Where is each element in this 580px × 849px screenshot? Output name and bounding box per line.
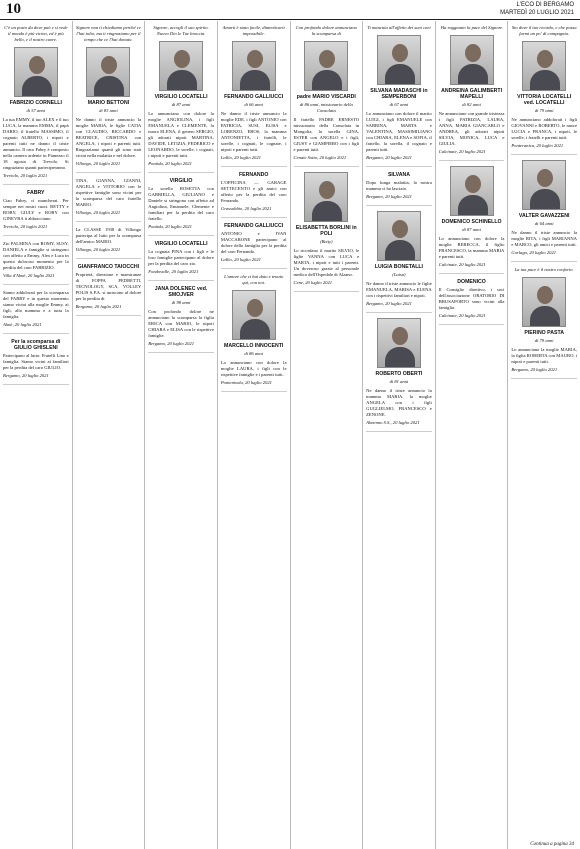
notice-text: Ne danno il triste annuncio la moglie EDE, i figli ANTONIO con PATRICIA, SUSI, ELISA e LORENZO, EROS, la mamma ANTONIETTA, i fratelli, le sorelle, i cognati, le cognate, i nipoti e parenti tutti. <box>220 111 287 152</box>
obituary-notice <box>221 25 287 167</box>
column-3 <box>145 21 218 849</box>
obituary-notice <box>76 25 142 173</box>
continued-note: Continua a pagina 34 <box>530 842 574 847</box>
notice-text: Lo annunciano con dolore il marito LUIGI, i figli EMANUELE con SABRINA, MARTA e VALENTINA, MASSIMILIANO con CHIARA, ELENA e SOFIA, il fratello, la sorella, il cognato e parenti tutti. <box>366 111 432 152</box>
deceased-age: di 81 anni <box>389 379 409 384</box>
portrait-photo <box>304 41 348 91</box>
notice-signature: Fondovalle, 20 luglio 2021 <box>148 269 199 274</box>
obituary-notice <box>221 172 287 218</box>
notice-text: La tua EMMY, il tuo ALEX e il tuo LUCA, la mamma EMMA, il papà DARIO, il fratello MASSIMO, il cognato ALBERTO, i nipoti e parenti tutti ne danno il triste annuncio. Il caro Fabry è composto nella camera ardente in Pianezzo il 18 agosto di Trevolo. Si ringraziano quanti parteciperanno. <box>3 117 69 170</box>
notice-signature: Lallio, 20 luglio 2021 <box>220 155 261 160</box>
notice-text: Lo annunciano con dolore la moglie LAURA, i figli con le rispettive famiglie e i parenti tutti. <box>220 360 287 377</box>
notice-signature: Almenno S.S., 20 luglio 2021 <box>366 420 420 425</box>
notice-signature: Calcinate, 20 luglio 2021 <box>438 149 486 154</box>
notice-quote: Con profondo dolore annunciano la scomparsa di <box>295 25 357 36</box>
obituary-notice <box>76 227 142 259</box>
notice-text: Ne annunciano addolorati i figli GIOVANNI e ROBERTO, le nuore LUCIA e FRANCA, i nipoti, le sorelle, i fratelli e parenti tutti. <box>511 117 577 140</box>
notice-text: Lo annunciano con dolore la moglie REBECCA, il figlio FRANCESCO, la mamma MARIA e parenti tutti. <box>438 236 505 259</box>
obituary-notice <box>366 318 432 432</box>
deceased-name: JANA DOLENEC ved. SMOJVER <box>154 286 208 298</box>
deceased-name: VIRGILIO <box>169 178 193 184</box>
portrait-photo <box>86 47 130 97</box>
notice-text: Il Consiglio direttivo, i soci dell'associazione ORATORIO DI BRUSAPORTO sono vicini alla famiglia. <box>438 287 505 310</box>
obituary-notice <box>148 286 214 353</box>
portrait-photo <box>377 35 421 85</box>
notice-quote: Ti mancata all'affetto dei suoi cari <box>367 25 431 30</box>
obituary-notice <box>3 190 69 236</box>
notice-signature: Ponteranica, 20 luglio 2021 <box>511 143 564 148</box>
obituary-notice <box>294 172 360 292</box>
publication-date: MARTEDÌ 20 LUGLIO 2021 <box>500 10 574 16</box>
notice-text: TINA, GIANNA, GIANNI, ANGELA e VITTORIO con le rispettive famiglie sono vicini per la scomparsa del caro fratello MARIO. <box>75 178 142 207</box>
publication-info <box>500 1 574 17</box>
deceased-name: SILVANA MADASCHI in SEMPERBONI <box>370 88 428 100</box>
notice-text: ANTONIO e IVAN MACCARONE partecipano al dolore della famiglia per la perdita del caro Fernando. <box>220 231 287 254</box>
notice-signature: Almè, 20 luglio 2021 <box>3 322 42 327</box>
notice-text: Dopo lunga malattia, la nostra mamma ci ha lasciato. <box>366 180 432 191</box>
portrait-photo <box>232 290 276 340</box>
deceased-age: (Betty) <box>320 239 333 244</box>
portrait-photo <box>377 211 421 261</box>
notice-signature: Bergamo, 20 luglio 2021 <box>148 341 195 346</box>
notice-signature: Bergamo, 20 luglio 2021 <box>366 194 412 199</box>
notice-signature: Bergamo, 20 luglio 2021 <box>511 367 558 372</box>
deceased-age: di 79 anni <box>534 338 554 343</box>
obituary-notice <box>3 339 69 385</box>
deceased-name: VIRGILIO LOCATELLI <box>154 241 208 247</box>
notice-text: La cognata PINA con i figli e le loro famiglie partecipano al dolore per la perdita del caro zio. <box>148 249 214 266</box>
obituary-notice <box>511 267 577 379</box>
deceased-name: FABRY <box>27 190 45 196</box>
notice-text: Partecipano al lutto: Fratelli Lino e famiglia. Siamo vicini ai familiari per la perdita del caro GIULIO. <box>3 353 69 370</box>
portrait-photo <box>522 277 566 327</box>
obituary-notice <box>294 25 360 167</box>
publication-title: L'ECO DI BERGAMO <box>516 2 574 8</box>
deceased-age: di 83 anni <box>99 108 118 113</box>
notice-signature: Cenate Sotto, 20 luglio 2021 <box>293 155 347 160</box>
portrait-photo <box>304 172 348 222</box>
portrait-photo <box>522 41 566 91</box>
notice-text: Ne danno il triste annuncio la moglie RITA, i figli MARIANNA e MARCO, gli amici e parenti tutti. <box>511 230 577 247</box>
notice-signature: Gorlago, 20 luglio 2021 <box>511 250 557 255</box>
notice-text: Lo annunciano con dolore la moglie ANGIOLINA, i figli EMANUELA e CLEMENTE, la nuora ELENA, il genero SERGIO, gli adorati nipoti MARTINA, DAVIDE, LETIZIA, FEDERICO e LEONARDO, le sorelle, i cognati, i nipoti e parenti tutti. <box>148 111 214 158</box>
deceased-name: ANDREINA GALIMBERTI MAPELLI <box>441 88 503 100</box>
deceased-age: di 66 anni <box>244 102 263 107</box>
deceased-name: MARCELLO INNOCENTI <box>224 343 284 349</box>
obituary-notice <box>366 211 432 313</box>
notice-text: Ne danno il triste annuncio la mamma MARIA, la moglie ANGELA con i figli GUGLIELMO, FRANCESCO e ZENONE. <box>366 388 432 417</box>
obituary-notice <box>148 25 214 173</box>
notice-signature: Villongo, 20 luglio 2021 <box>75 161 121 166</box>
obituary-notice <box>221 223 287 269</box>
notice-quote: Sto dove il tuo ricordo, e che possa farmi un po' di compagnia. <box>511 25 577 36</box>
obituary-notice <box>3 25 69 185</box>
obituary-columns <box>0 21 580 849</box>
obituary-notice <box>439 166 505 274</box>
obituary-notice <box>221 274 287 392</box>
deceased-age: di 82 anni <box>462 102 481 107</box>
notice-text: Ciao Fabry, ci mancherai. Per sempre nei nostri cuori. BETTY e ROBY, GIULY e ROBY con GINEVRA ti abbracciano. <box>3 198 69 221</box>
deceased-name: padre MARIO VISCARDI <box>296 94 356 100</box>
notice-text: La CLASSE 1938 di Villongo partecipa al lutto per la scomparsa dell'amico MARIO. <box>75 227 142 244</box>
notice-signature: Grassobbio, 20 luglio 2021 <box>220 206 272 211</box>
deceased-age: di 98 anni <box>171 300 191 305</box>
deceased-age: (Luisa) <box>392 272 406 277</box>
obituary-notice <box>366 172 432 206</box>
column-5 <box>291 21 364 849</box>
obituary-notice <box>76 178 142 222</box>
notice-text: Ne annunciano con grande tristezza i figli PATRIZIA, LAURA, ANNA, MARIA GIANCARLO e ANDREA, gli adorati nipoti SILVIA, MONICA, LUCA e GIULIA. <box>438 111 505 146</box>
notice-text: Con profondo dolore ne annunciano la scomparsa la figlia ERICA con MARIO, le nipoti CHIARA e ELISA con le rispettive famiglie. <box>148 309 214 338</box>
obituary-notice <box>148 178 214 236</box>
page-number: 10 <box>6 1 21 17</box>
deceased-age: di 64 anni <box>534 221 554 226</box>
deceased-name: VIRGILIO LOCATELLI <box>154 94 208 100</box>
notice-signature: Cene, 20 luglio 2021 <box>293 280 333 285</box>
notice-signature: Villongo, 20 luglio 2021 <box>75 210 121 215</box>
notice-quote: Ha raggiunto la pace del Signore <box>440 25 503 30</box>
obituary-notice <box>511 25 577 155</box>
obituary-notice <box>3 241 69 285</box>
column-1 <box>0 21 73 849</box>
notice-text: Il fratello PADRE ERNESTO missionario della Consolata in Mongolia, la sorella GINA, ESTER con ANGELO e i figli, GIUSY e GIAMPIERO con i figli e parenti tutti. <box>293 117 360 152</box>
obituary-notice <box>366 25 432 167</box>
deceased-age: di 86 anni <box>244 351 263 356</box>
deceased-name: PIERINO PASTA <box>524 330 564 336</box>
deceased-name: SILVANA <box>387 172 410 178</box>
notice-signature: Bergamo, 20 luglio 2021 <box>366 301 412 306</box>
obituary-notice <box>439 25 505 161</box>
column-2 <box>73 21 146 849</box>
deceased-name: LUIGIA BONETALLI <box>374 264 423 270</box>
notice-signature: Treviolo, 20 luglio 2021 <box>3 173 48 178</box>
obituary-notice <box>3 290 69 334</box>
notice-quote: Amarti è stato facile, dimenticarti impossibile. <box>222 25 285 36</box>
deceased-name: ELISABETTA BORLINI in POLI <box>295 225 357 237</box>
notice-signature: Pontida, 20 luglio 2021 <box>148 224 192 229</box>
notice-text: La sorella ROSETTA con GABRIELLA, GIULIANO e Daniele si stringono con affetto ad Angiolina, Emanuele, Clemente e familiari per la perdita del caro fratello. <box>148 186 214 221</box>
notice-signature: Bergamo, 20 luglio 2021 <box>366 155 412 160</box>
deceased-name: DOMENICO <box>457 279 486 285</box>
portrait-photo <box>450 166 494 216</box>
column-7 <box>436 21 509 849</box>
notice-text: Zio PALMINA con ROMY, SUSY, DANIELA e famiglie si stringono con affetto a Emmy, Alex e Luca in questo doloroso momento per la perdita del caro FABRIZIO. <box>3 241 69 270</box>
notice-text: Proprietà, direzione e maestranze di FOPPA PEDRETTI, TECNOLOGY, SCA, VOLLEY POLIS S.P.A. si uniscono al dolore per la perdita di <box>75 272 142 301</box>
deceased-age: di 86 anni, missionario della Consolata <box>299 102 353 113</box>
notice-text: Lo ricordano il marito SILVIO, le figlie VANNA con LUCA e MARTA, i nipoti e tutti i parenti. Un doveroso grazie al personale medico dell'Ospedale di Alzano. <box>293 248 360 277</box>
notice-quote: C'è un posto da dove può e si vede il mondo è più vicino, ed è più bello, e il nostro cuore. <box>4 25 68 42</box>
column-6 <box>363 21 436 849</box>
notice-quote: Signore non ti chiediamo perché ce l'hai tolto, ma ti ringraziamo per il tempo che ce l'hai donato. <box>76 25 141 42</box>
deceased-age: di 57 anni <box>26 108 46 113</box>
notice-signature: Pontida, 20 luglio 2021 <box>148 161 192 166</box>
obituary-notice <box>76 264 142 316</box>
column-8 <box>508 21 580 849</box>
notice-text: L'OFFICINA — GARAGE SETTECENTO e gli amici con affetto per la perdita del caro Fernando. <box>220 180 287 203</box>
deceased-name: VITTORIA LOCATELLI ved. LOCATELLI <box>517 94 572 106</box>
deceased-name: ROBERTO OBERTI <box>375 371 423 377</box>
portrait-photo <box>159 41 203 91</box>
notice-signature: Bergamo, 20 luglio 2021 <box>75 304 122 309</box>
deceased-name: FABRIZIO CORNELLI <box>9 100 62 106</box>
notice-signature: Villongo, 20 luglio 2021 <box>75 247 121 252</box>
notice-quote: La tua pace è il nostro conforto. <box>514 267 574 272</box>
deceased-name: VALTER GAVAZZENI <box>518 213 570 219</box>
obituary-notice <box>511 160 577 262</box>
deceased-name: Per la scomparsa di GIULIO GHISLENI <box>11 339 61 351</box>
notice-signature: Bergamo, 20 luglio 2021 <box>3 373 49 378</box>
deceased-age: di 79 anni <box>534 108 554 113</box>
deceased-age: di 87 anni <box>171 102 191 107</box>
notice-text: Lo annunciano la moglie MARIA, la figlia ROBERTA con MAURO, i nipoti e parenti tutti. <box>511 347 577 364</box>
deceased-name: FERNANDO GALLIUCCI <box>224 223 284 229</box>
notice-quote: L'amore che ci hai dato e tenuto qui, con noi. <box>224 274 284 285</box>
column-4 <box>218 21 291 849</box>
page-header <box>0 0 580 20</box>
notice-signature: Pontenisola, 20 luglio 2021 <box>220 380 272 385</box>
portrait-photo <box>232 41 276 91</box>
notice-signature: Calcinate, 20 luglio 2021 <box>438 262 486 267</box>
notice-text: Ne danno il triste annuncio le figlie EMANUELA, MARISA e ELENA con i rispettivi familiari e nipoti. <box>366 281 432 298</box>
deceased-age: di 87 anni <box>462 227 481 232</box>
portrait-photo <box>450 35 494 85</box>
deceased-name: FERNANDO <box>238 172 269 178</box>
notice-signature: Villa d'Almè, 20 luglio 2021 <box>3 273 55 278</box>
notice-signature: Treviolo, 20 luglio 2021 <box>3 224 48 229</box>
obituary-notice <box>439 279 505 325</box>
deceased-name: FERNANDO GALLIUCCI <box>224 94 284 100</box>
deceased-age: di 67 anni <box>389 102 409 107</box>
deceased-name: GIANFRANCO TAIOCCHI <box>77 264 140 270</box>
deceased-name: MARIO BETTONI <box>87 100 130 106</box>
portrait-photo <box>522 160 566 210</box>
obituary-notice <box>148 241 214 281</box>
portrait-photo <box>14 47 58 97</box>
notice-text: Siamo addolorati per la scomparsa del FABRY e in questo momento siamo vicini alla moglie Emmy, ai figli, alla mamma e a tutta la famiglia. <box>3 290 69 319</box>
notice-quote: Signore, accogli il suo spirito. Nuovo Dio le Tue braccia. <box>153 25 209 36</box>
portrait-photo <box>377 318 421 368</box>
notice-signature: Lallio, 20 luglio 2021 <box>220 257 261 262</box>
notice-signature: Calcinate, 20 luglio 2021 <box>438 313 486 318</box>
deceased-name: DOMENICO SCHINELLO <box>441 219 502 225</box>
notice-text: Ne danno il triste annuncio la moglie MARIA, le figlie CATIA con CLAUDIO, RICCARDO e BEATRICE, CRISTINA con ANGELA, i nipoti e parenti tutti. Ringraziamo quanti gli sono stati vicini nella malattia e nel dolore. <box>75 117 142 158</box>
